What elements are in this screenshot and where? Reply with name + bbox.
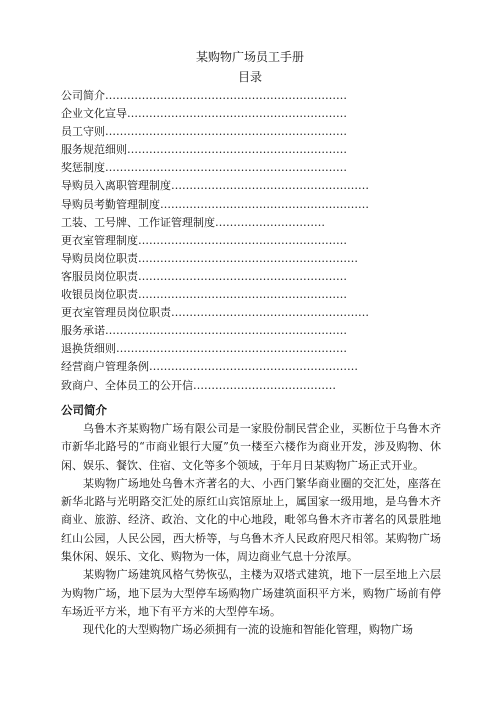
toc-item[interactable] <box>61 105 369 123</box>
toc-item-label: 退换货细则 <box>61 342 116 356</box>
toc-leader-dots: ………………………………………………… <box>138 288 347 302</box>
toc-leader-dots: ………………………………………………………… <box>105 324 347 338</box>
toc-item[interactable] <box>61 377 369 395</box>
toc-leader-dots: ……………………………………………………… <box>116 342 347 356</box>
section-body <box>61 420 441 640</box>
body-paragraph: 某购物广场地处乌鲁木齐著名的大、小西门繁华商业圈的交汇处，座落在新华北路与光明路交汇处的原红山宾馆原址上，属国家一级用地，是乌鲁木齐商业、旅游、经济、政治、文化的中心地段，毗邻乌鲁木齐市著名的风景胜地红山公园，人民公园，西大桥等，与乌鲁木齐人民政府咫尺相邻。某购物广场集休闲、娱乐、文化、购物为一体，周边商业气息十分浓厚。 <box>61 476 441 564</box>
toc-leader-dots: …………………………………………………… <box>138 251 358 265</box>
toc-leader-dots: ………………………………… <box>193 378 336 392</box>
toc-leader-dots: ………………………………………………………… <box>105 125 347 139</box>
table-of-contents <box>61 87 369 395</box>
toc-leader-dots: ………………………… <box>215 215 325 229</box>
toc-item-label: 客服员岗位职责 <box>61 269 138 283</box>
toc-item-label: 公司简介 <box>61 89 105 102</box>
toc-item-label: 更衣室管理制度 <box>61 233 138 247</box>
toc-heading: 目录 <box>237 70 262 84</box>
toc-item[interactable] <box>61 304 369 322</box>
toc-item[interactable] <box>61 87 369 105</box>
toc-item-label: 员工守则 <box>61 125 105 139</box>
toc-leader-dots: ………………………………………………… <box>138 233 347 247</box>
toc-item[interactable] <box>61 177 369 195</box>
toc-item-label: 服务承诺 <box>61 324 105 338</box>
toc-item-label: 导购员考勤管理制度 <box>61 197 160 211</box>
toc-item[interactable] <box>61 268 369 286</box>
toc-leader-dots: ………………………………………………… <box>160 197 369 211</box>
toc-item[interactable] <box>61 358 369 376</box>
body-paragraph: 现代化的大型购物广场必须拥有一流的设施和智能化管理，购物广场 <box>83 623 413 637</box>
toc-leader-dots: …………………………………………………… <box>127 143 347 157</box>
toc-item[interactable] <box>61 141 369 159</box>
toc-leader-dots: ……………………………………………… <box>171 179 369 193</box>
toc-leader-dots: ………………………………………………… <box>138 269 347 283</box>
toc-item[interactable] <box>61 286 369 304</box>
toc-item[interactable] <box>61 159 369 177</box>
toc-item[interactable] <box>61 322 369 340</box>
toc-item[interactable] <box>61 232 369 250</box>
toc-item-label: 致商户、全体员工的公开信 <box>61 378 193 392</box>
toc-leader-dots: …………………………………………………… <box>127 107 347 121</box>
toc-item[interactable] <box>61 340 369 358</box>
toc-item-label: 收银员岗位职责 <box>61 288 138 302</box>
toc-item-label: 服务规范细则 <box>61 143 127 157</box>
toc-item-label: 工装、工号牌、工作证管理制度 <box>61 215 215 229</box>
toc-leader-dots: ……………………………………………… <box>171 306 369 320</box>
toc-leader-dots: ………………………………………………………… <box>105 161 347 175</box>
body-paragraph: 乌鲁木齐某购物广场有限公司是一家股份制民营企业，买断位于乌鲁木齐市新华北路号的“市商业银行大厦”负一楼至六楼作为商业开发，涉及购物、休闲、娱乐、餐饮、住宿、文化等多个领域，于年月日某购物广场正式开业。 <box>61 422 441 472</box>
toc-item-label: 更衣室管理员岗位职责 <box>61 306 171 320</box>
toc-item-label: 奖惩制度 <box>61 161 105 175</box>
toc-item-label: 导购员入离职管理制度 <box>61 179 171 193</box>
body-paragraph: 某购物广场建筑风格气势恢弘，主楼为双塔式建筑，地下一层至地上六层为购物广场，地下层为大型停车场购物广场建筑面积平方米，购物广场前有停车场近平方米，地下有平方米的大型停车场。 <box>61 568 441 618</box>
document-title: 某购物广场员工手册 <box>195 50 304 64</box>
toc-item-label: 经营商户管理条例 <box>61 360 149 374</box>
toc-leader-dots: ………………………………………………………… <box>105 89 347 102</box>
toc-item[interactable] <box>61 214 369 232</box>
toc-item[interactable] <box>61 250 369 268</box>
toc-item-label: 企业文化宣导 <box>61 107 127 121</box>
toc-item[interactable] <box>61 123 369 141</box>
toc-leader-dots: ………………………………………………… <box>149 360 358 374</box>
toc-item-label: 导购员岗位职责 <box>61 251 138 265</box>
section-heading: 公司简介 <box>61 403 107 417</box>
toc-item[interactable] <box>61 196 369 214</box>
